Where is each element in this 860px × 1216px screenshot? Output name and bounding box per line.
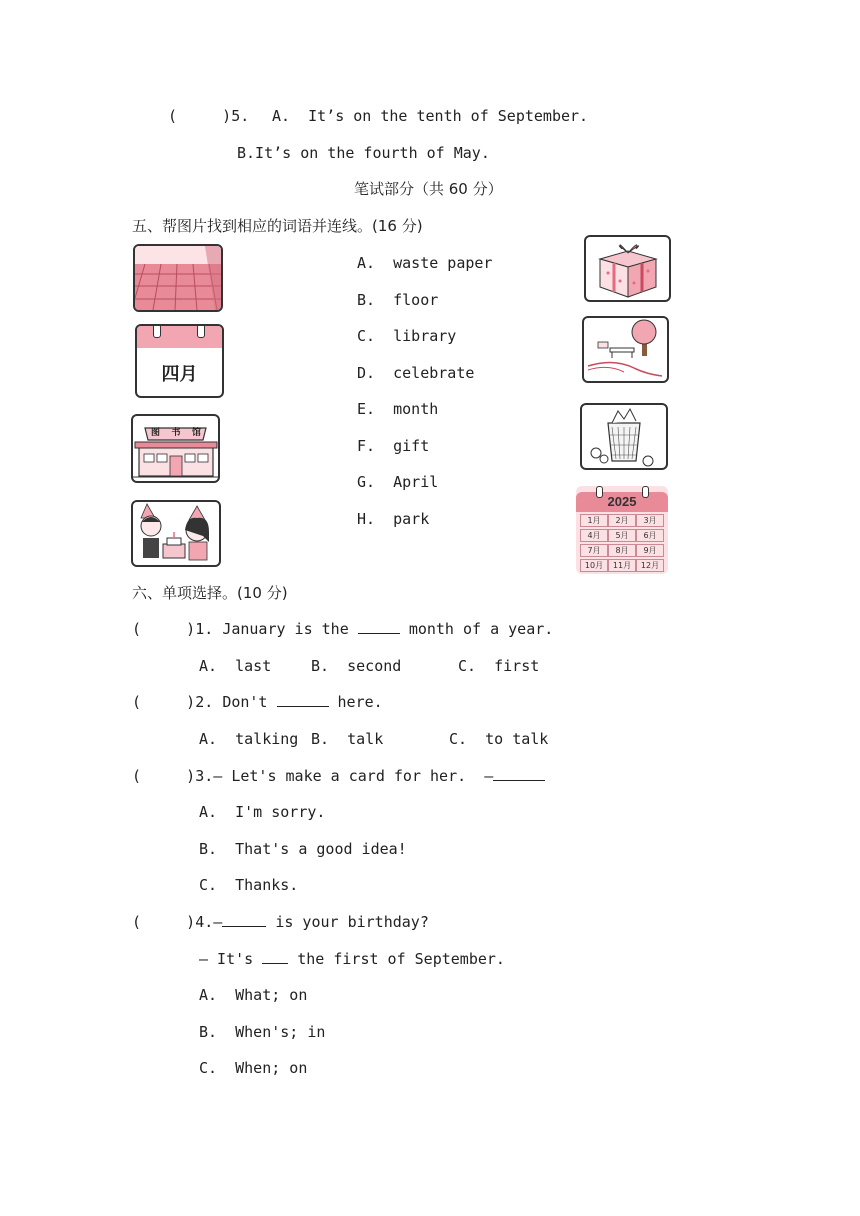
option-word: park [393, 510, 430, 528]
option-letter: C. [357, 327, 376, 345]
q1-option-c: C. first [458, 657, 540, 675]
answer-blank[interactable] [358, 619, 400, 634]
month-cell: 10月 [580, 559, 608, 572]
q1-option-a: A. last [199, 657, 272, 675]
question-1 [132, 619, 553, 639]
option-word: month [393, 400, 439, 418]
q5-option-a: A. It’s on the tenth of September. [272, 107, 589, 125]
section5-title: 五、帮图片找到相应的词语并连线。(16 分) [132, 217, 423, 235]
calendar-year: 2025 [607, 494, 637, 509]
answer-paren[interactable]: ( )2. [132, 693, 214, 711]
q4-option-c: C. When; on [199, 1059, 308, 1077]
month-cell: 7月 [580, 544, 608, 557]
section6-title: 六、单项选择。(10 分) [132, 584, 288, 602]
month-cell: 1月 [580, 514, 608, 527]
q5-paren[interactable]: ( )5. [168, 107, 250, 125]
library-sign-char-2: 书 [171, 428, 181, 438]
celebrate-picture [131, 500, 221, 567]
option-letter: D. [357, 364, 376, 382]
option-word: gift [393, 437, 430, 455]
question-4 [132, 912, 429, 932]
floor-picture [133, 244, 223, 312]
question-text: the first of September. [297, 950, 505, 968]
option-letter: A. [357, 254, 376, 272]
option-word: floor [393, 291, 439, 309]
option-word: library [393, 327, 457, 345]
answer-paren[interactable]: ( )3. [132, 767, 214, 785]
option-h[interactable] [357, 509, 429, 529]
q3-option-c: C. Thanks. [199, 876, 299, 894]
option-word: waste paper [393, 254, 493, 272]
answer-blank[interactable] [493, 766, 545, 781]
month-cell: 11月 [608, 559, 636, 572]
question-text: month of a year. [408, 620, 554, 638]
library-sign-char-3: 馆 [191, 428, 201, 438]
q2-option-c: C. to talk [449, 730, 549, 748]
q1-option-b: B. second [311, 657, 402, 675]
library-sign-char-1: 图 [151, 428, 161, 438]
q3-option-a: A. I'm sorry. [199, 803, 326, 821]
answer-blank[interactable] [222, 912, 266, 927]
option-d[interactable] [357, 363, 474, 383]
question-text: here. [337, 693, 383, 711]
month-cell: 4月 [580, 529, 608, 542]
answer-paren[interactable]: ( )1. [132, 620, 214, 638]
option-g[interactable] [357, 472, 438, 492]
q3-option-b: B. That's a good idea! [199, 840, 407, 858]
question-2 [132, 692, 383, 712]
option-b[interactable] [357, 290, 438, 310]
option-letter: B. [357, 291, 376, 309]
month-cell: 8月 [608, 544, 636, 557]
q4-option-b: B. When's; in [199, 1023, 326, 1041]
question-3 [132, 766, 545, 786]
gift-picture [584, 235, 671, 302]
option-word: celebrate [393, 364, 475, 382]
answer-blank[interactable] [277, 692, 329, 707]
calendar-month-label: 四月 [161, 364, 198, 385]
year-calendar-picture [576, 486, 668, 574]
question-text: January is the [222, 620, 349, 638]
question-text: is your birthday? [275, 913, 429, 931]
question-text: — Let's make a card for her. — [213, 767, 494, 785]
month-cell: 3月 [636, 514, 664, 527]
library-picture [131, 414, 220, 483]
option-c[interactable] [357, 326, 456, 346]
option-letter: H. [357, 510, 376, 528]
answer-paren[interactable]: ( )4. [132, 913, 214, 931]
q2-option-a: A. talking [199, 730, 299, 748]
question-text: — It's [199, 950, 254, 968]
q2-option-b: B. talk [311, 730, 384, 748]
q4-option-a: A. What; on [199, 986, 308, 1004]
question-4-line-2 [199, 949, 505, 969]
q5-option-b: B.It’s on the fourth of May. [237, 144, 490, 162]
option-letter: G. [357, 473, 376, 491]
option-a[interactable] [357, 253, 492, 273]
option-e[interactable] [357, 399, 438, 419]
option-letter: F. [357, 437, 376, 455]
option-word: April [393, 473, 439, 491]
park-picture [582, 316, 669, 383]
april-calendar-picture [135, 324, 224, 398]
month-cell: 9月 [636, 544, 664, 557]
question-text: Don't [222, 693, 268, 711]
month-cell: 6月 [636, 529, 664, 542]
answer-blank[interactable] [262, 949, 288, 964]
month-cell: 2月 [608, 514, 636, 527]
month-cell: 12月 [636, 559, 664, 572]
month-cell: 5月 [608, 529, 636, 542]
waste-paper-picture [580, 403, 668, 470]
written-section-header: 笔试部分（共 60 分） [354, 180, 503, 198]
question-text: — [213, 913, 223, 931]
option-f[interactable] [357, 436, 429, 456]
option-letter: E. [357, 400, 376, 418]
